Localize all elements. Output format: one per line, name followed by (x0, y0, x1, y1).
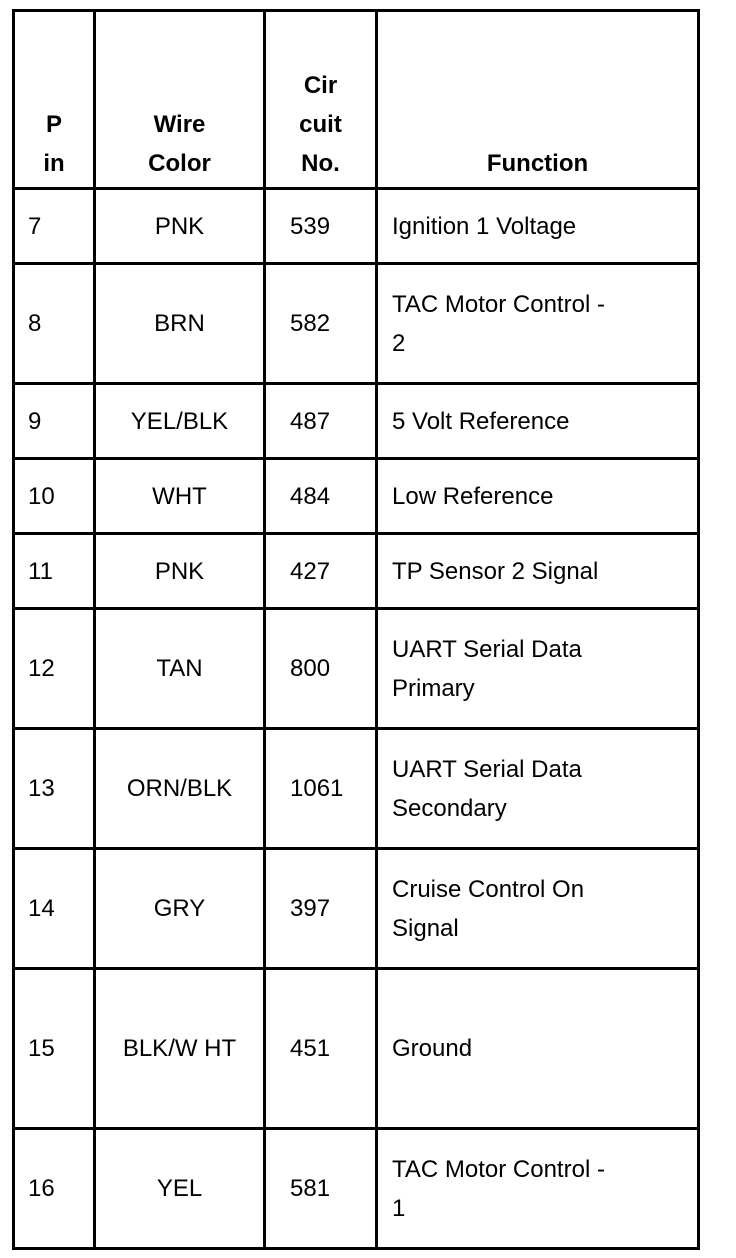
header-pin: P in (14, 11, 95, 189)
function-line: TAC Motor Control - (392, 290, 605, 318)
function-line: Low Reference (392, 482, 554, 510)
wire-color-cell: ORN/BLK (95, 729, 265, 849)
function-line: 5 Volt Reference (392, 407, 570, 435)
wire-color-cell: BLK/W HT (95, 969, 265, 1129)
function-line: TAC Motor Control - (392, 1155, 605, 1183)
pin-cell: 13 (14, 729, 95, 849)
table-row (14, 849, 699, 969)
circuit-no-cell: 582 (265, 264, 377, 384)
function-line: UART Serial Data (392, 755, 582, 783)
table-row (14, 189, 699, 264)
header-function: Function (377, 11, 699, 189)
function-cell (377, 849, 699, 969)
circuit-no-cell: 539 (265, 189, 377, 264)
pin-cell: 14 (14, 849, 95, 969)
function-cell (377, 729, 699, 849)
function-cell (377, 189, 699, 264)
function-line: 2 (392, 329, 406, 357)
function-line: Primary (392, 674, 475, 702)
function-cell (377, 264, 699, 384)
circuit-no-cell: 800 (265, 609, 377, 729)
pin-cell: 15 (14, 969, 95, 1129)
function-line: UART Serial Data (392, 635, 582, 663)
table-row (14, 729, 699, 849)
wire-color-cell: GRY (95, 849, 265, 969)
pin-cell: 7 (14, 189, 95, 264)
pin-cell: 11 (14, 534, 95, 609)
pin-cell: 10 (14, 459, 95, 534)
table-row (14, 264, 699, 384)
function-cell (377, 459, 699, 534)
table-header-row (14, 11, 699, 189)
function-line: Ignition 1 Voltage (392, 212, 577, 240)
header-wire-color: Wire Color (95, 11, 265, 189)
function-cell (377, 534, 699, 609)
circuit-no-cell: 427 (265, 534, 377, 609)
wire-color-cell: YEL/BLK (95, 384, 265, 459)
table-row (14, 384, 699, 459)
connector-pinout-table (12, 9, 700, 1250)
table-row (14, 609, 699, 729)
function-cell (377, 1129, 699, 1249)
table-row (14, 459, 699, 534)
wire-color-cell: YEL (95, 1129, 265, 1249)
circuit-no-cell: 581 (265, 1129, 377, 1249)
circuit-no-cell: 397 (265, 849, 377, 969)
function-cell (377, 384, 699, 459)
table-row (14, 1129, 699, 1249)
circuit-no-cell: 1061 (265, 729, 377, 849)
circuit-no-cell: 487 (265, 384, 377, 459)
function-line: Signal (392, 914, 459, 942)
function-cell (377, 609, 699, 729)
pin-cell: 8 (14, 264, 95, 384)
function-line: Secondary (392, 794, 507, 822)
function-line: TP Sensor 2 Signal (392, 557, 599, 585)
function-line: Cruise Control On (392, 875, 585, 903)
wire-color-cell: PNK (95, 534, 265, 609)
function-cell (377, 969, 699, 1129)
pin-cell: 16 (14, 1129, 95, 1249)
function-line: Ground (392, 1035, 473, 1062)
wire-color-cell: PNK (95, 189, 265, 264)
pin-cell: 12 (14, 609, 95, 729)
function-line: 1 (392, 1194, 406, 1222)
pin-cell: 9 (14, 384, 95, 459)
header-circuit-no: Cir cuit No. (265, 11, 377, 189)
circuit-no-cell: 451 (265, 969, 377, 1129)
circuit-no-cell: 484 (265, 459, 377, 534)
wire-color-cell: BRN (95, 264, 265, 384)
wire-color-cell: TAN (95, 609, 265, 729)
table-body (14, 189, 699, 1249)
table-row (14, 969, 699, 1129)
table-row (14, 534, 699, 609)
wire-color-cell: WHT (95, 459, 265, 534)
